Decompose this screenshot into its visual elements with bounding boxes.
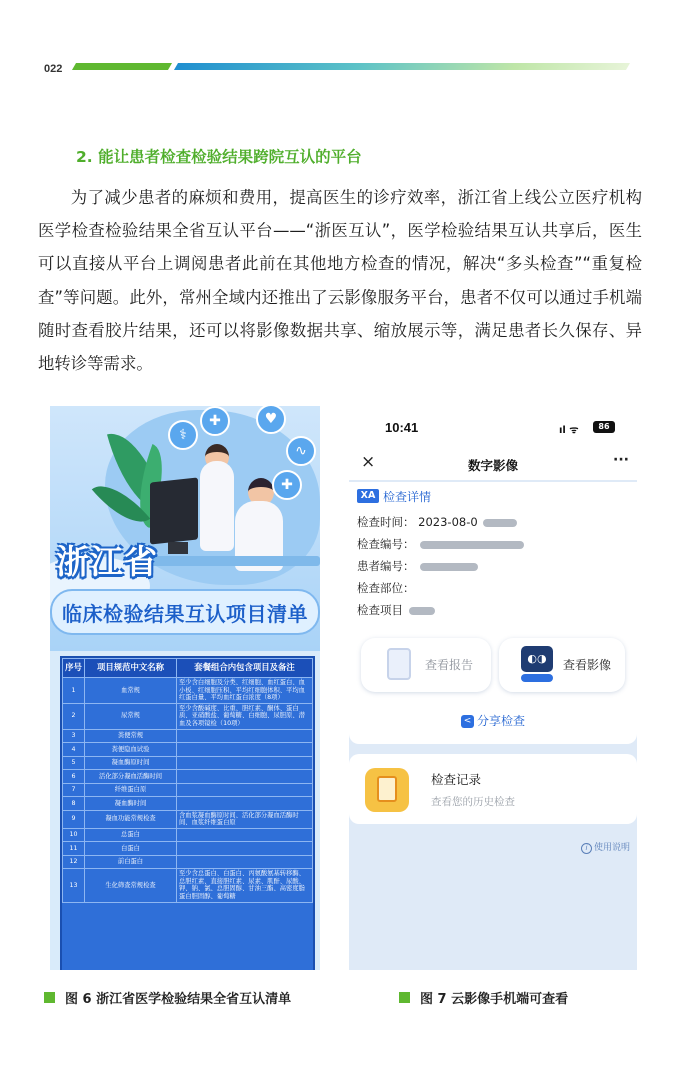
cell-name: 凝血功能常规检查 xyxy=(85,810,177,828)
figure-6-caption xyxy=(44,988,291,1007)
more-icon[interactable]: ··· xyxy=(613,452,629,468)
monitor-stand xyxy=(168,542,188,554)
cell-note xyxy=(177,729,313,743)
share-icon: < xyxy=(461,715,474,728)
battery-icon: 86 xyxy=(593,421,615,433)
detail-title: 检查详情 xyxy=(383,490,432,504)
firstaid-icon: ✚ xyxy=(272,470,302,500)
field-exam-time xyxy=(357,514,517,530)
status-bar xyxy=(349,406,637,448)
field-exam-number xyxy=(357,536,524,552)
field-label: 检查编号： xyxy=(357,537,415,551)
cell-note xyxy=(177,756,313,770)
cell-name: 纤维蛋白原 xyxy=(85,783,177,797)
figure-6-poster xyxy=(50,406,320,970)
lung-scan-icon: ◐◑ xyxy=(521,646,553,672)
field-label: 患者编号： xyxy=(357,559,415,573)
cell-note: 至少含白细胞及分类、红细胞、血红蛋白、血小板、红细胞压积、平均红细胞体积、平均血红蛋白量、平均血红蛋白浓度（8项） xyxy=(177,678,313,704)
field-exam-site xyxy=(357,580,415,596)
cell-index: 9 xyxy=(63,810,85,828)
header-bar-gradient xyxy=(174,63,630,70)
nav-bar xyxy=(349,448,637,480)
share-label: 分享检查 xyxy=(476,714,525,728)
close-icon[interactable]: × xyxy=(361,452,376,472)
table-row xyxy=(63,703,313,729)
table-row xyxy=(63,756,313,770)
table-row xyxy=(63,770,313,784)
redacted-blur xyxy=(483,519,517,527)
pill-icon: ✚ xyxy=(200,406,230,436)
redacted-blur xyxy=(409,607,435,615)
caption-marker xyxy=(44,992,55,1003)
cell-note xyxy=(177,855,313,869)
monitor-illustration xyxy=(150,477,198,544)
cell-index: 1 xyxy=(63,678,85,704)
cell-name: 白蛋白 xyxy=(85,842,177,856)
cell-name: 总蛋白 xyxy=(85,828,177,842)
table-row xyxy=(63,678,313,704)
clinical-items-table xyxy=(60,656,315,970)
field-label: 检查时间： xyxy=(357,515,415,529)
field-patient-number xyxy=(357,558,478,574)
info-icon: i xyxy=(581,843,592,854)
figure-7-phone xyxy=(349,406,637,970)
table-row xyxy=(63,810,313,828)
signal-wifi-icon: ıl ᯤ xyxy=(559,425,579,436)
records-icon xyxy=(365,768,409,812)
table-row xyxy=(63,842,313,856)
col-header-index: 序号 xyxy=(63,659,85,678)
field-label: 检查项目 xyxy=(357,603,403,617)
items-table xyxy=(62,658,313,903)
table-row xyxy=(63,797,313,811)
cell-name: 粪便常规 xyxy=(85,729,177,743)
poster-title-line1: 浙江省 xyxy=(56,542,158,581)
poster-title-line2: 临床检验结果互认项目清单 xyxy=(62,601,308,626)
caption-text: 图 6 浙江省医学检验结果全省互认清单 xyxy=(65,992,292,1007)
share-exam-button[interactable] xyxy=(349,712,637,738)
cell-index: 10 xyxy=(63,828,85,842)
cell-index: 8 xyxy=(63,797,85,811)
caption-text: 图 7 云影像手机端可查看 xyxy=(420,992,569,1007)
cell-index: 3 xyxy=(63,729,85,743)
col-header-note: 套餐组合内包含项目及备注 xyxy=(177,659,313,678)
col-header-name: 项目规范中文名称 xyxy=(85,659,177,678)
records-subtitle: 查看您的历史检查 xyxy=(431,796,515,808)
cell-name: 尿常规 xyxy=(85,703,177,729)
pulse-icon: ∿ xyxy=(286,436,316,466)
field-label: 检查部位： xyxy=(357,581,415,595)
cell-name: 前白蛋白 xyxy=(85,855,177,869)
cell-index: 6 xyxy=(63,770,85,784)
table-row xyxy=(63,828,313,842)
cell-index: 7 xyxy=(63,783,85,797)
table-row xyxy=(63,855,313,869)
cell-index: 4 xyxy=(63,743,85,757)
view-image-button[interactable] xyxy=(499,638,625,692)
cell-name: 凝血酶时间 xyxy=(85,797,177,811)
records-title: 检查记录 xyxy=(431,772,482,787)
cell-note xyxy=(177,743,313,757)
doctor-figure xyxy=(200,461,234,551)
nav-title: 数字影像 xyxy=(467,458,518,473)
dots-icon xyxy=(521,674,553,682)
cell-index: 11 xyxy=(63,842,85,856)
figure-7-caption xyxy=(399,988,568,1007)
exam-records-card[interactable] xyxy=(349,754,637,824)
header-bar-green xyxy=(72,63,172,70)
cell-index: 5 xyxy=(63,756,85,770)
cell-note: 至少含总蛋白、白蛋白、丙氨酸氨基转移酶、总胆红素、直接胆红素、尿素、肌酐、尿酸、钾、钠、氯、总胆固醇、甘油三酯、高密度脂蛋白胆固醇、葡萄糖 xyxy=(177,869,313,902)
view-report-button[interactable] xyxy=(361,638,491,692)
cell-name: 生化筛查常规检查 xyxy=(85,869,177,902)
redacted-blur xyxy=(420,563,478,571)
field-value: 2023-08-0 xyxy=(418,515,478,529)
redacted-blur xyxy=(420,541,524,549)
body-paragraph: 为了减少患者的麻烦和费用，提高医生的诊疗效率，浙江省上线公立医疗机构医学检查检验结果全省互认平台——“浙医互认”，医学检验结果互认共享后，医生可以直接从平台上调阅患者此前在其他地方检查的情况，解决“多头检查”“重复检查”等问题。此外，常州全域内还推出了云影像服务平台，患者不仅可以通过手机端随时查看胶片结果，还可以将影像数据共享、缩放展示等，满足患者长久保存、异地转诊等需求。 xyxy=(38,188,642,374)
cell-name: 粪便隐血试验 xyxy=(85,743,177,757)
status-time: 10:41 xyxy=(385,420,419,435)
desk-shape xyxy=(135,556,320,566)
cell-note xyxy=(177,842,313,856)
exam-detail-card xyxy=(349,482,637,744)
field-exam-item xyxy=(357,602,435,618)
view-image-label: 查看影像 xyxy=(563,658,612,672)
table-row xyxy=(63,729,313,743)
table-row xyxy=(63,743,313,757)
table-row xyxy=(63,869,313,902)
cell-index: 2 xyxy=(63,703,85,729)
section-title: 2. 能让患者检查检验结果跨院互认的平台 xyxy=(76,148,362,166)
cell-name: 凝血酶原时间 xyxy=(85,756,177,770)
table-row xyxy=(63,783,313,797)
help-label: 使用说明 xyxy=(594,843,631,853)
cell-note xyxy=(177,828,313,842)
cell-note: 至少含酸碱度、比重、胆红素、酮体、蛋白质、亚硝酸盐、葡萄糖、白细胞、尿胆原、潜血及各项镜检（10项） xyxy=(177,703,313,729)
cell-note xyxy=(177,770,313,784)
heart-icon: ♥ xyxy=(256,406,286,434)
cell-index: 13 xyxy=(63,869,85,902)
report-icon xyxy=(387,648,411,680)
cell-note xyxy=(177,797,313,811)
cell-name: 血常规 xyxy=(85,678,177,704)
cell-note: 含血浆凝血酶原时间、活化部分凝血活酶时间、血浆纤维蛋白原 xyxy=(177,810,313,828)
cell-note xyxy=(177,783,313,797)
cell-index: 12 xyxy=(63,855,85,869)
poster-title-box xyxy=(50,589,320,635)
caption-marker xyxy=(399,992,410,1003)
page-number: 022 xyxy=(44,63,63,75)
xa-badge: XA xyxy=(357,489,379,503)
cell-name: 活化部分凝血活酶时间 xyxy=(85,770,177,784)
poster-illustration xyxy=(50,406,320,651)
medical-icon: ⚕ xyxy=(168,420,198,450)
view-report-label: 查看报告 xyxy=(425,658,474,672)
help-link[interactable] xyxy=(581,840,630,854)
